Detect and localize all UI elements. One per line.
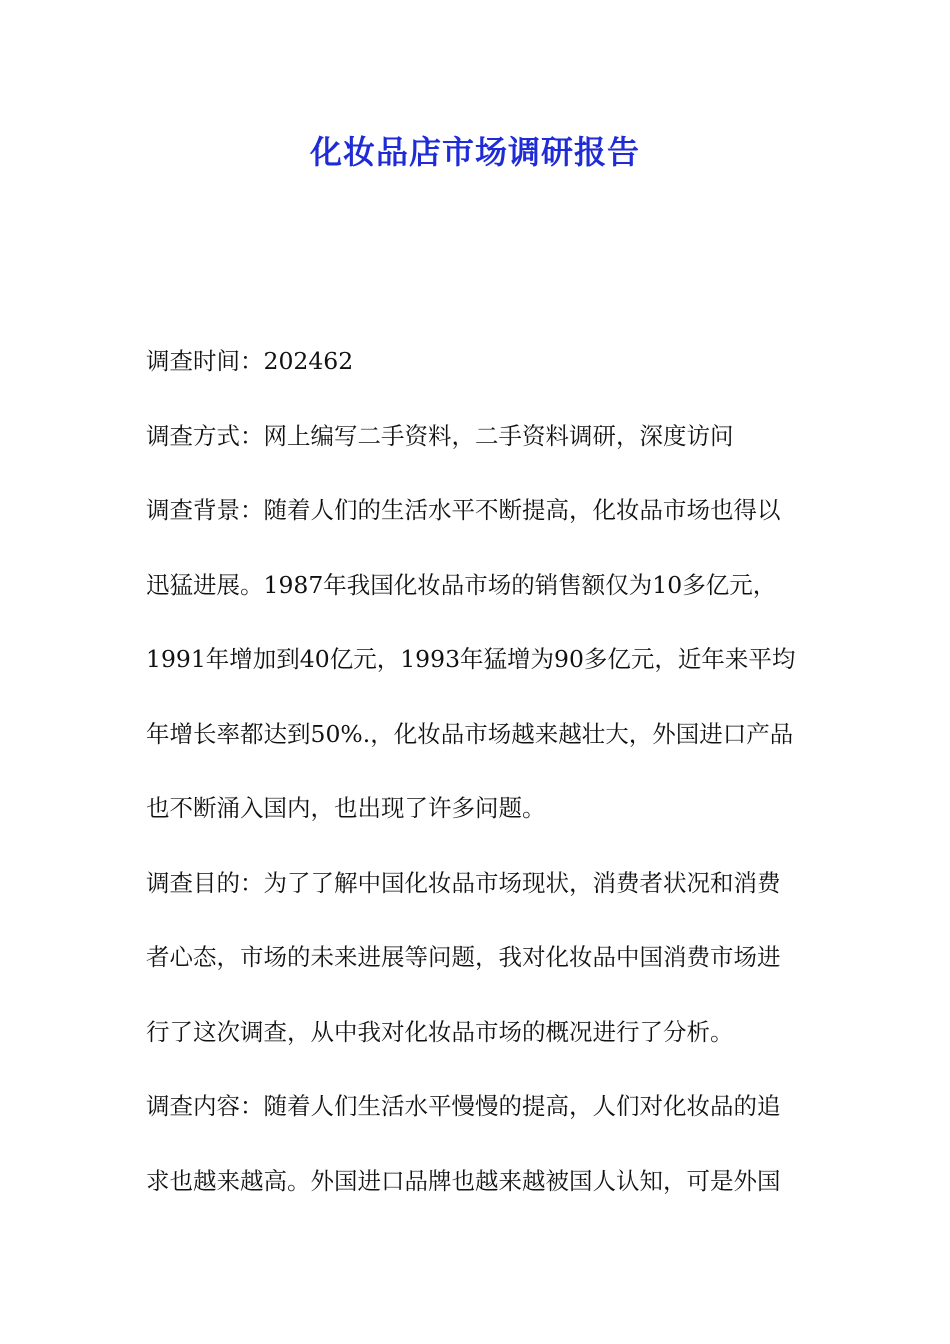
survey-background-line: 调查背景：随着人们的生活水平不断提高，化妆品市场也得以: [146, 496, 781, 524]
paragraph-line: 年增长率都达到50%.，化妆品市场越来越壮大，外国进口产品: [146, 719, 794, 748]
document-body: [146, 338, 836, 1232]
paragraph-line: 行了这次调查，从中我对化妆品市场的概况进行了分析。: [146, 1017, 734, 1046]
survey-method-line: 调查方式：网上编写二手资料，二手资料调研，深度访问: [146, 421, 734, 450]
survey-content-line: 调查内容：随着人们生活水平慢慢的提高，人们对化妆品的追: [146, 1092, 781, 1120]
paragraph-line: 迅猛进展。1987年我国化妆品市场的销售额仅为10多亿元，: [146, 570, 777, 599]
paragraph-line: 1991年增加到40亿元，1993年猛增为90多亿元，近年来平均: [146, 645, 796, 673]
paragraph-line: 求也越来越高。外国进口品牌也越来越被国人认知，可是外国: [146, 1166, 781, 1195]
survey-time-line: 调查时间：202462: [146, 347, 354, 375]
paragraph-line: 者心态，市场的未来进展等问题，我对化妆品中国消费市场进: [146, 943, 781, 971]
paragraph-line: 也不断涌入国内，也出现了许多问题。: [146, 794, 546, 822]
document-title: 化妆品店市场调研报告: [309, 133, 640, 171]
survey-purpose-line: 调查目的：为了了解中国化妆品市场现状，消费者状况和消费: [146, 868, 781, 897]
